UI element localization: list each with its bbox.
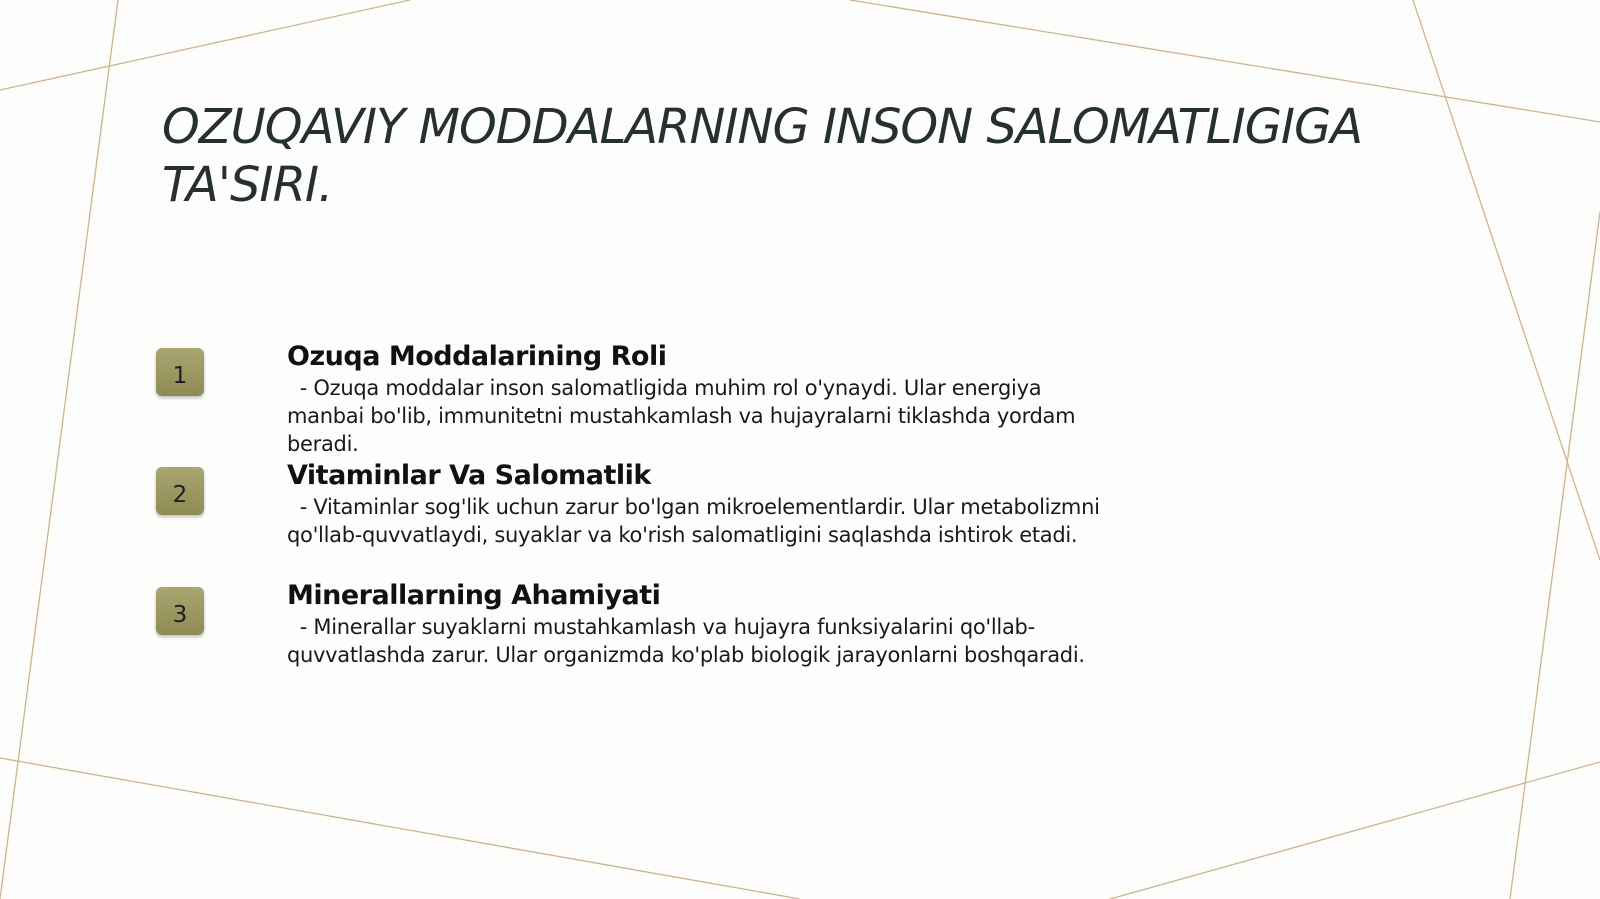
- number-badge: 3: [156, 587, 204, 635]
- item-heading: Ozuqa Moddalarining Roli: [287, 341, 667, 372]
- deco-line: [1510, 212, 1600, 899]
- item-description: - Minerallar suyaklarni mustahkamlash va hujayra funksiyalarini qo'llab-quvvatlashda zarur. Ular organizmda ko'plab biologik jarayonlarni boshqaradi.: [287, 615, 1085, 667]
- deco-line: [0, 0, 118, 899]
- item-description: - Vitaminlar sog'lik uchun zarur bo'lgan mikroelementlardir. Ular metabolizmni qo'llab-quvvatlaydi, suyaklar va ko'rish salomatligini saqlashda ishtirok etadi.: [287, 495, 1107, 547]
- number-badge: 1: [156, 348, 204, 396]
- number-badge: 2: [156, 467, 204, 515]
- slide-title: OZUQAVIY MODDALARNING INSON SALOMATLIGIGA TA'SIRI.: [162, 99, 1363, 213]
- item-heading: Vitaminlar Va Salomatlik: [287, 460, 651, 491]
- deco-line: [0, 0, 410, 90]
- item-heading: Minerallarning Ahamiyati: [287, 580, 661, 611]
- deco-line: [0, 758, 800, 899]
- item-description: - Ozuqa moddalar inson salomatligida muhim rol o'ynaydi. Ular energiya manbai bo'lib, immunitetni mustahkamlash va hujayralarni tiklashda yordam beradi.: [287, 376, 1082, 456]
- deco-line: [1413, 0, 1600, 560]
- deco-line: [1110, 762, 1600, 899]
